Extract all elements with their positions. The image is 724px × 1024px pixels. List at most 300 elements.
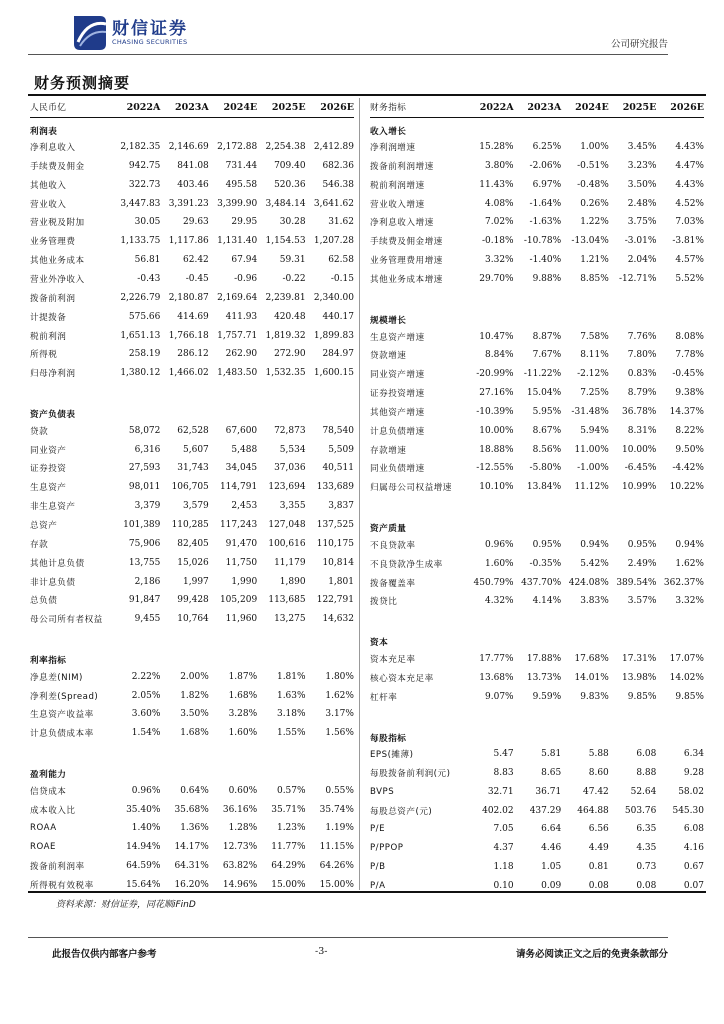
row-label: 贷款: [30, 426, 49, 437]
table-row: [30, 478, 354, 497]
table-cell: 11.77%: [271, 842, 306, 853]
row-label: 杠杆率: [370, 692, 398, 703]
row-label: 拨备前利润增速: [370, 161, 434, 172]
table-cell: 16.20%: [174, 880, 209, 891]
table-cell: 75,906: [128, 538, 161, 549]
table-cell: 2.22%: [131, 671, 161, 682]
table-cell: 3,391.23: [168, 198, 209, 209]
table-bottom-divider: [28, 891, 706, 893]
table-cell: 2.49%: [627, 558, 657, 569]
table-row: [30, 781, 354, 800]
section-heading-row: [30, 762, 354, 782]
table-cell: 13,275: [274, 614, 306, 625]
section-title: 资本: [370, 638, 389, 649]
table-cell: 1,133.75: [120, 236, 161, 247]
table-cell: 8.67%: [532, 425, 562, 436]
table-cell: 9.59%: [532, 691, 562, 702]
table-cell: 1,766.18: [168, 330, 209, 341]
spacer-row: [370, 611, 704, 630]
table-row: [370, 175, 704, 194]
table-cell: 2,172.88: [217, 142, 258, 153]
table-row: [30, 857, 354, 876]
table-cell: -3.81%: [672, 236, 704, 247]
report-type: 公司研究报告: [610, 39, 668, 50]
table-cell: 1,890: [279, 576, 306, 587]
row-label: 营业税及附加: [30, 218, 85, 229]
table-cell: 11.12%: [574, 482, 609, 493]
table-cell: 110,285: [171, 519, 209, 530]
table-cell: 731.44: [225, 160, 258, 171]
table-cell: 0.08: [588, 881, 609, 892]
table-cell: 15.28%: [479, 142, 514, 153]
table-row: [370, 668, 704, 687]
table-cell: 35.68%: [174, 804, 209, 815]
row-label: 计息负债增速: [370, 426, 425, 437]
table-cell: -0.45%: [672, 369, 704, 380]
table-cell: 1,600.15: [313, 368, 354, 379]
table-row: [370, 745, 704, 764]
table-cell: 3.83%: [580, 596, 609, 607]
table-row: [30, 270, 354, 289]
table-cell: 440.17: [322, 311, 354, 322]
table-cell: 262.90: [225, 349, 258, 360]
table-cell: 34,045: [225, 463, 258, 474]
section-heading-row: [30, 118, 354, 138]
table-cell: 7.05: [493, 824, 514, 835]
table-cell: 5.88: [588, 749, 609, 760]
section-heading-row: [30, 647, 354, 667]
table-cell: 58.02: [678, 786, 704, 797]
table-cell: -13.04%: [571, 236, 609, 247]
table-cell: 389.54%: [616, 577, 657, 588]
table-cell: 14.17%: [174, 842, 209, 853]
table-row: [370, 764, 704, 783]
table-cell: 0.09: [541, 881, 562, 892]
year-header: 2022A: [126, 101, 161, 113]
spacer-row: [30, 743, 354, 762]
table-cell: 15.00%: [271, 880, 306, 891]
table-cell: 1.23%: [276, 823, 306, 834]
table-cell: 286.12: [177, 349, 209, 360]
table-cell: 2,169.64: [217, 292, 258, 303]
table-row: [370, 157, 704, 176]
table-cell: 30.28: [279, 217, 306, 228]
table-cell: 1.54%: [131, 728, 161, 739]
table-cell: 2,146.69: [168, 142, 209, 153]
table-cell: 17.07%: [669, 653, 704, 664]
row-label: ROAA: [30, 823, 57, 834]
table-header-label: 财务指标: [370, 103, 407, 114]
table-cell: 503.76: [624, 805, 657, 816]
table-cell: 7.80%: [627, 350, 657, 361]
table-cell: 414.69: [177, 311, 209, 322]
table-cell: -0.45: [185, 274, 209, 285]
table-cell: 64.59%: [126, 861, 161, 872]
page-number: -3-: [315, 946, 328, 957]
row-label: 拨备前利润率: [30, 862, 85, 873]
table-cell: 133,689: [316, 482, 354, 493]
table-cell: 37,036: [274, 463, 306, 474]
table-cell: 3.28%: [228, 709, 258, 720]
table-row: [370, 194, 704, 213]
table-cell: 6.08: [636, 749, 657, 760]
section-title: 利润表: [30, 126, 58, 137]
table-row: [370, 403, 704, 422]
table-row: [370, 573, 704, 592]
table-cell: -1.63%: [529, 217, 562, 228]
table-cell: 11,960: [225, 614, 258, 625]
table-cell: 3,641.62: [313, 198, 354, 209]
row-label: 核心资本充足率: [370, 673, 434, 684]
table-cell: 4.14%: [532, 596, 562, 607]
table-row: [30, 232, 354, 251]
table-row: [30, 800, 354, 819]
table-cell: 14,632: [322, 614, 354, 625]
row-label: 其他计息负债: [30, 558, 85, 569]
row-label: 其他业务成本增速: [370, 275, 443, 286]
table-cell: 5.95%: [532, 406, 562, 417]
table-row: [30, 194, 354, 213]
table-cell: 3.75%: [627, 217, 657, 228]
table-row: [30, 138, 354, 157]
table-cell: 4.57%: [675, 255, 704, 266]
table-cell: 272.90: [274, 349, 306, 360]
row-label: 归属母公司权益增速: [370, 483, 452, 494]
year-header: 2026E: [670, 101, 704, 113]
table-cell: 0.96%: [485, 539, 514, 550]
table-cell: 411.93: [225, 311, 258, 322]
table-cell: 13.98%: [622, 672, 657, 683]
table-cell: -3.01%: [624, 236, 657, 247]
row-label: 净息差(NIM): [30, 672, 83, 683]
brand-name: 财信证券: [112, 19, 188, 39]
table-cell: 258.19: [128, 349, 161, 360]
table-cell: 64.29%: [271, 861, 306, 872]
table-cell: 10.47%: [479, 331, 514, 342]
table-cell: 99,428: [177, 595, 209, 606]
table-cell: 14.01%: [574, 672, 609, 683]
row-label: 计息负债成本率: [30, 729, 94, 740]
table-cell: 1,380.12: [120, 368, 161, 379]
table-cell: -0.51%: [577, 160, 609, 171]
table-cell: 1.62%: [675, 558, 704, 569]
row-label: 拨贷比: [370, 597, 398, 608]
table-cell: 67.94: [231, 255, 258, 266]
table-cell: -6.45%: [624, 463, 657, 474]
table-cell: 6.34: [683, 749, 704, 760]
table-row: [30, 705, 354, 724]
row-label: 净利差(Spread): [30, 691, 99, 702]
table-cell: 8.11%: [580, 350, 609, 361]
footer-divider: [28, 937, 668, 938]
row-label: 总负债: [30, 596, 58, 607]
company-logo: [68, 12, 228, 56]
year-header: 2024E: [223, 101, 258, 113]
table-cell: 62.58: [328, 255, 354, 266]
table-cell: 9.38%: [675, 388, 704, 399]
table-cell: 47.42: [583, 786, 609, 797]
table-cell: -10.39%: [476, 406, 514, 417]
row-label: 拨备覆盖率: [370, 578, 416, 589]
table-cell: 2,182.35: [120, 142, 161, 153]
row-label: 信贷成本: [30, 786, 67, 797]
table-cell: 5,488: [231, 444, 258, 455]
row-label: 拨备前利润: [30, 293, 76, 304]
table-cell: 1.62%: [325, 690, 354, 701]
table-cell: 1.00%: [580, 142, 609, 153]
row-label: 营业收入: [30, 199, 67, 210]
table-cell: 1,997: [183, 576, 209, 587]
table-cell: 15,026: [177, 557, 209, 568]
table-cell: 437.29: [529, 805, 562, 816]
table-header-row: [30, 98, 354, 118]
spacer-row: [370, 706, 704, 725]
table-cell: 0.95%: [532, 539, 562, 550]
table-cell: 13.73%: [526, 672, 562, 683]
table-row: [30, 553, 354, 572]
table-cell: 6.56: [588, 824, 609, 835]
table-cell: 122,791: [316, 595, 354, 606]
table-cell: 1.63%: [276, 690, 306, 701]
row-label: 业务管理费用增速: [370, 256, 443, 267]
section-title: 资产质量: [370, 524, 407, 535]
table-cell: 82,405: [177, 538, 209, 549]
table-row: [370, 440, 704, 459]
row-label: P/PPOP: [370, 843, 404, 854]
table-cell: 4.49: [588, 843, 609, 854]
table-row: [370, 839, 704, 858]
table-cell: 4.08%: [485, 198, 514, 209]
row-label: 手续费及佣金: [30, 161, 85, 172]
table-cell: 575.66: [128, 311, 161, 322]
row-label: 证券投资增速: [370, 389, 425, 400]
row-label: 税前利润增速: [370, 180, 425, 191]
table-cell: 7.78%: [675, 350, 704, 361]
table-cell: 3.17%: [325, 709, 354, 720]
table-cell: 11,750: [225, 557, 258, 568]
row-label: 同业负债增速: [370, 464, 425, 475]
table-cell: 1.21%: [580, 255, 609, 266]
table-row: [370, 820, 704, 839]
table-cell: 1.56%: [325, 728, 354, 739]
table-cell: 29.63: [183, 217, 209, 228]
table-cell: 9.85%: [675, 691, 704, 702]
year-header: 2026E: [320, 101, 354, 113]
table-cell: 35.74%: [319, 804, 354, 815]
table-cell: 546.38: [322, 179, 354, 190]
row-label: 手续费及佣金增速: [370, 237, 443, 248]
table-cell: 11,179: [274, 557, 306, 568]
table-cell: -20.99%: [476, 369, 514, 380]
table-cell: 2.48%: [627, 198, 657, 209]
row-label: ROAE: [30, 842, 56, 853]
table-row: [30, 459, 354, 478]
table-cell: 3.23%: [627, 160, 657, 171]
row-label: 归母净利润: [30, 369, 76, 380]
table-cell: 11.43%: [479, 179, 514, 190]
table-cell: 8.22%: [675, 425, 704, 436]
row-label: 证券投资: [30, 464, 67, 475]
row-label: 营业外净收入: [30, 275, 85, 286]
table-cell: 3.50%: [627, 179, 657, 190]
table-cell: 8.84%: [485, 350, 514, 361]
row-label: 同业资产: [30, 445, 67, 456]
table-row: [370, 421, 704, 440]
table-row: [370, 554, 704, 573]
table-cell: 1.18: [493, 862, 514, 873]
section-title: 每股指标: [370, 733, 407, 744]
table-cell: 9.07%: [485, 691, 514, 702]
table-cell: 56.81: [134, 255, 161, 266]
table-row: [30, 724, 354, 743]
table-row: [370, 649, 704, 668]
table-row: [30, 157, 354, 176]
header-divider: [28, 54, 668, 55]
page-title: 财务预测摘要: [34, 74, 131, 92]
table-cell: 8.56%: [532, 444, 562, 455]
data-source-note: 资料来源：财信证券，同花顺iFinD: [56, 900, 196, 910]
table-cell: 6.08: [683, 824, 704, 835]
table-cell: 362.37%: [663, 577, 704, 588]
table-cell: 2.05%: [131, 690, 161, 701]
table-cell: 35.40%: [126, 804, 161, 815]
table-cell: -0.43: [137, 274, 161, 285]
table-cell: 4.52%: [675, 198, 704, 209]
title-divider: [28, 94, 706, 96]
table-row: [370, 478, 704, 497]
table-cell: 4.43%: [675, 142, 704, 153]
table-cell: 40,511: [322, 463, 354, 474]
table-cell: 420.48: [274, 311, 306, 322]
table-cell: 1.87%: [228, 671, 258, 682]
section-heading-row: [370, 118, 704, 138]
table-cell: 0.55%: [325, 785, 354, 796]
table-cell: 114,791: [219, 482, 258, 493]
table-cell: 7.03%: [675, 217, 704, 228]
table-cell: -11.22%: [523, 369, 562, 380]
table-row: [30, 364, 354, 383]
table-row: [370, 365, 704, 384]
row-label: P/A: [370, 881, 386, 892]
table-cell: 31.62: [328, 217, 354, 228]
table-row: [30, 572, 354, 591]
table-cell: -0.15: [330, 274, 354, 285]
table-cell: 62,528: [177, 425, 209, 436]
table-cell: 52.64: [630, 786, 657, 797]
table-cell: 4.47%: [675, 160, 704, 171]
table-cell: 15.00%: [319, 880, 354, 891]
row-label: 母公司所有者权益: [30, 615, 103, 626]
table-cell: 8.88: [636, 767, 657, 778]
table-cell: 4.35: [636, 843, 657, 854]
table-cell: 5,509: [328, 444, 354, 455]
table-cell: 2,412.89: [313, 142, 354, 153]
section-heading-row: [30, 402, 354, 422]
table-cell: -12.55%: [476, 463, 514, 474]
table-cell: 64.26%: [319, 861, 354, 872]
table-cell: 27.16%: [479, 388, 514, 399]
row-label: 资本充足率: [370, 654, 416, 665]
table-cell: 7.67%: [532, 350, 562, 361]
table-cell: 0.94%: [675, 539, 704, 550]
table-cell: 0.60%: [228, 785, 258, 796]
section-title: 利率指标: [30, 656, 67, 667]
table-row: [370, 782, 704, 801]
table-cell: 32.71: [487, 786, 514, 797]
table-cell: 545.30: [672, 805, 704, 816]
table-cell: 12.73%: [222, 842, 258, 853]
table-cell: 4.46: [541, 843, 562, 854]
section-heading-row: [370, 630, 704, 650]
table-cell: 520.36: [274, 179, 306, 190]
table-row: [30, 345, 354, 364]
table-cell: 105,209: [219, 595, 258, 606]
table-cell: 127,048: [268, 519, 306, 530]
table-cell: 3.45%: [627, 142, 657, 153]
row-label: BVPS: [370, 786, 395, 797]
section-heading-row: [370, 725, 704, 745]
row-label: 其他收入: [30, 180, 67, 191]
table-cell: 15.64%: [126, 880, 161, 891]
table-row: [30, 251, 354, 270]
table-header-label: 人民币亿: [30, 103, 67, 114]
table-cell: 2,254.38: [265, 142, 306, 153]
table-cell: 0.64%: [180, 785, 209, 796]
table-cell: 78,540: [322, 425, 354, 436]
table-cell: -0.18%: [481, 236, 514, 247]
year-header: 2024E: [575, 101, 609, 113]
row-label: 总资产: [30, 520, 58, 531]
table-row: [30, 326, 354, 345]
table-cell: 62.42: [183, 255, 209, 266]
row-label: 生息资产收益率: [30, 710, 94, 721]
spacer-row: [370, 497, 704, 516]
table-cell: 1.60%: [228, 728, 258, 739]
table-cell: 3,355: [279, 501, 306, 512]
table-cell: 495.58: [225, 179, 258, 190]
table-cell: -2.06%: [529, 160, 562, 171]
table-row: [370, 535, 704, 554]
table-cell: 3.80%: [485, 160, 514, 171]
table-row: [30, 534, 354, 553]
table-cell: 284.97: [322, 349, 354, 360]
table-cell: 322.73: [128, 179, 161, 190]
table-cell: -1.64%: [529, 198, 562, 209]
table-cell: 106,705: [171, 482, 209, 493]
table-row: [370, 232, 704, 251]
table-cell: 31,743: [177, 463, 209, 474]
row-label: 净利息收入增速: [370, 218, 434, 229]
table-cell: 9.85%: [627, 691, 657, 702]
table-cell: 1,207.28: [313, 236, 354, 247]
table-cell: 3.32%: [675, 596, 704, 607]
table-row: [30, 838, 354, 857]
table-cell: 101,389: [123, 519, 161, 530]
row-label: 所得税: [30, 350, 58, 361]
table-cell: 1.81%: [276, 671, 306, 682]
table-row: [370, 327, 704, 346]
table-cell: 1.82%: [180, 690, 209, 701]
table-cell: 2,186: [134, 576, 161, 587]
table-cell: 36.78%: [622, 406, 657, 417]
table-row: [30, 497, 354, 516]
table-cell: 424.08%: [568, 577, 609, 588]
table-cell: 1,801: [328, 576, 354, 587]
table-cell: 13.68%: [479, 672, 514, 683]
table-cell: 10.99%: [622, 482, 657, 493]
table-cell: 3.60%: [131, 709, 161, 720]
table-row: [370, 346, 704, 365]
